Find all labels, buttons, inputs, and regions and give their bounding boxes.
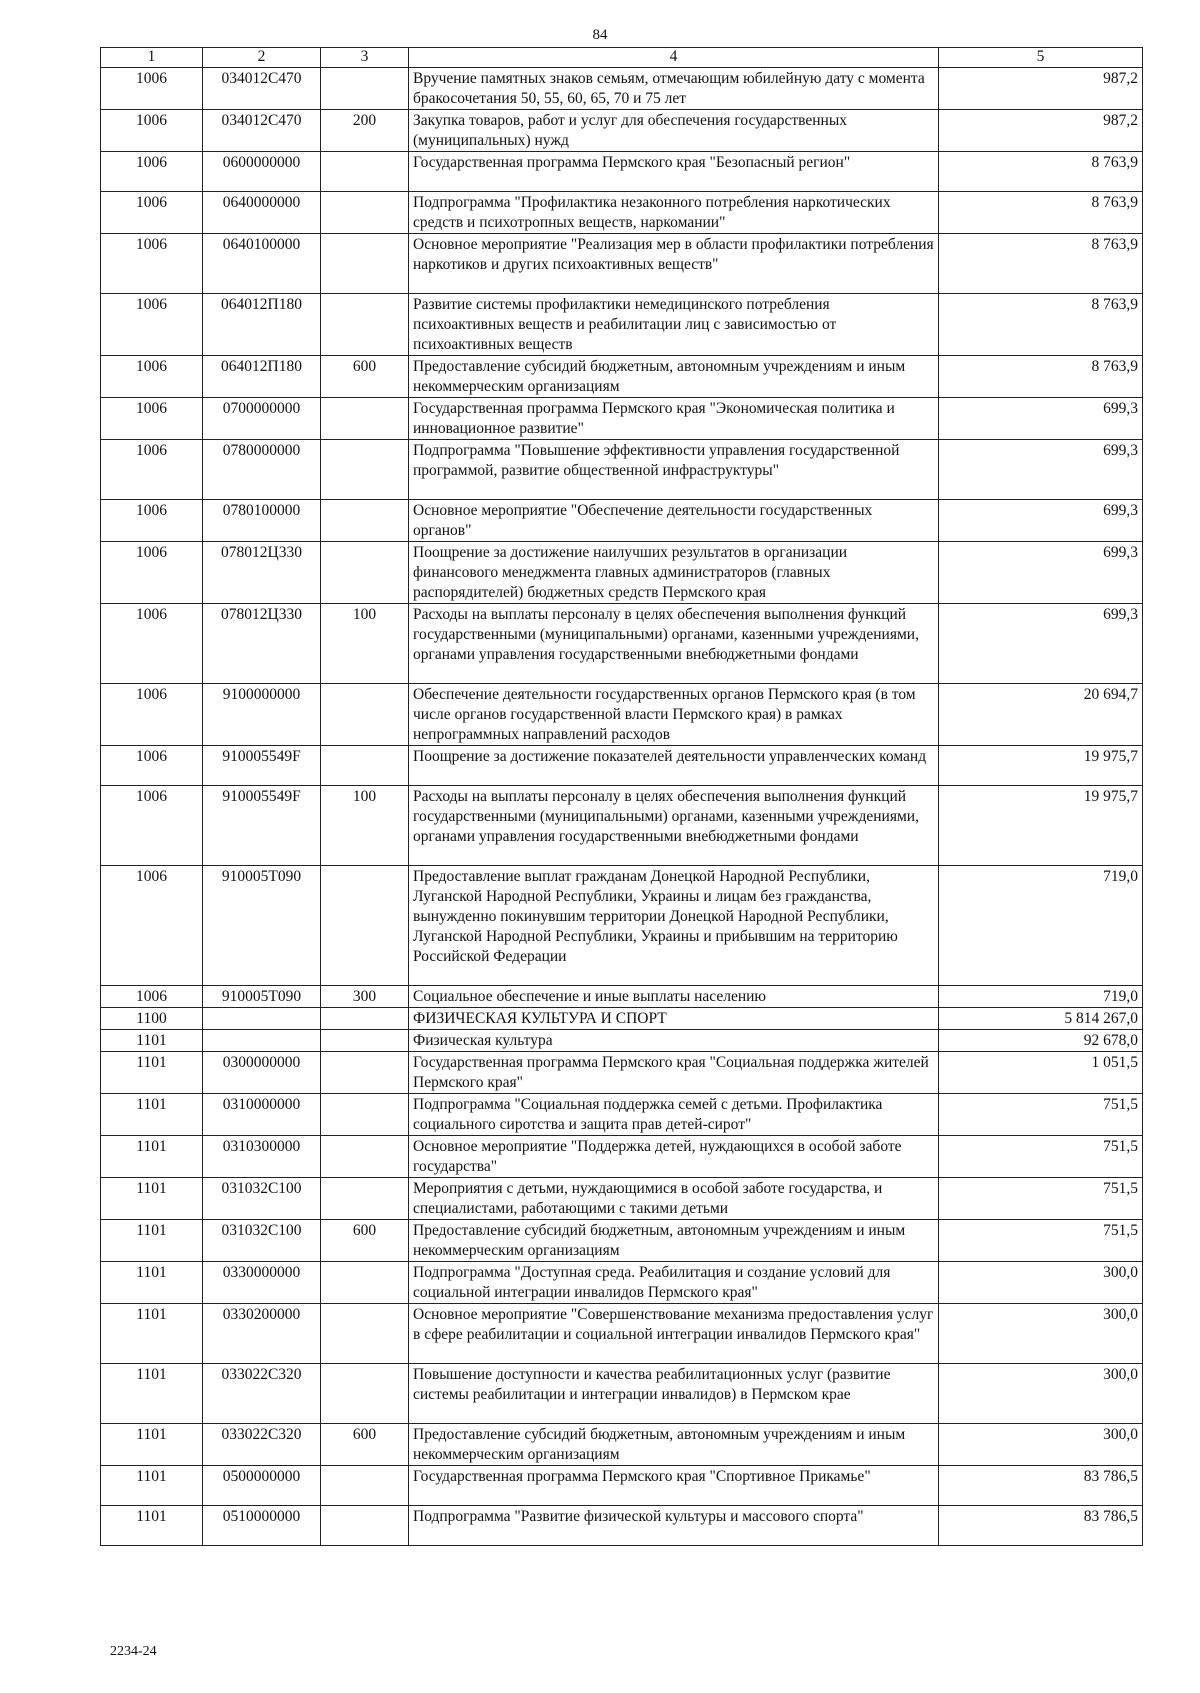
table-row xyxy=(101,746,1143,786)
footer-code: 2234-24 xyxy=(110,1644,157,1659)
row-type xyxy=(321,1466,409,1506)
row-type xyxy=(321,1506,409,1546)
row-type xyxy=(321,1094,409,1136)
row-type xyxy=(321,1136,409,1178)
row-name: Предоставление субсидий бюджетным, автономным учреждениям и иным некоммерческим организациям xyxy=(409,1424,939,1466)
row-code: 031032С100 xyxy=(203,1178,321,1220)
row-code: 078012Ц330 xyxy=(203,604,321,684)
row-code: 078012Ц330 xyxy=(203,542,321,604)
row-amount: 699,3 xyxy=(939,500,1143,542)
row-code: 064012П180 xyxy=(203,356,321,398)
row-code: 034012С470 xyxy=(203,68,321,110)
row-section: 1006 xyxy=(101,192,203,234)
table-row xyxy=(101,986,1143,1008)
table-row xyxy=(101,1136,1143,1178)
row-section: 1101 xyxy=(101,1220,203,1262)
row-code: 0780100000 xyxy=(203,500,321,542)
table-row xyxy=(101,294,1143,356)
table-row xyxy=(101,356,1143,398)
row-name: Основное мероприятие "Реализация мер в области профилактики потребления наркотиков и других психоактивных веществ" xyxy=(409,234,939,294)
row-code: 064012П180 xyxy=(203,294,321,356)
row-section: 1006 xyxy=(101,152,203,192)
table-row xyxy=(101,1220,1143,1262)
row-code: 031032С100 xyxy=(203,1220,321,1262)
row-section: 1101 xyxy=(101,1178,203,1220)
row-code: 910005549F xyxy=(203,786,321,866)
row-code xyxy=(203,1008,321,1030)
row-amount: 751,5 xyxy=(939,1178,1143,1220)
row-name: Физическая культура xyxy=(409,1030,939,1052)
row-amount: 19 975,7 xyxy=(939,746,1143,786)
row-code: 0330200000 xyxy=(203,1304,321,1364)
page-number: 84 xyxy=(592,27,608,43)
row-type xyxy=(321,294,409,356)
row-amount: 751,5 xyxy=(939,1136,1143,1178)
header-type: 3 xyxy=(321,48,409,68)
table-row xyxy=(101,786,1143,866)
row-section: 1006 xyxy=(101,786,203,866)
row-type xyxy=(321,440,409,500)
row-section: 1006 xyxy=(101,684,203,746)
row-amount: 20 694,7 xyxy=(939,684,1143,746)
row-section: 1006 xyxy=(101,440,203,500)
row-type xyxy=(321,866,409,986)
row-amount: 8 763,9 xyxy=(939,152,1143,192)
row-type xyxy=(321,1364,409,1424)
row-name: ФИЗИЧЕСКАЯ КУЛЬТУРА И СПОРТ xyxy=(409,1008,939,1030)
row-section: 1101 xyxy=(101,1304,203,1364)
row-section: 1101 xyxy=(101,1136,203,1178)
row-code: 033022С320 xyxy=(203,1364,321,1424)
row-code: 9100000000 xyxy=(203,684,321,746)
table-row xyxy=(101,866,1143,986)
row-amount: 699,3 xyxy=(939,542,1143,604)
row-type xyxy=(321,1262,409,1304)
row-amount: 300,0 xyxy=(939,1424,1143,1466)
row-name: Предоставление субсидий бюджетным, автономным учреждениям и иным некоммерческим организациям xyxy=(409,356,939,398)
table-row xyxy=(101,604,1143,684)
row-amount: 987,2 xyxy=(939,110,1143,152)
row-name: Государственная программа Пермского края "Безопасный регион" xyxy=(409,152,939,192)
row-name: Расходы на выплаты персоналу в целях обеспечения выполнения функций государственными (муниципальными) органами, казенными учреждениями, органами управления государственными внебюджетными фондами xyxy=(409,786,939,866)
table-row xyxy=(101,1178,1143,1220)
row-section: 1006 xyxy=(101,746,203,786)
row-amount: 300,0 xyxy=(939,1304,1143,1364)
table-row xyxy=(101,68,1143,110)
row-code: 033022С320 xyxy=(203,1424,321,1466)
row-name: Социальное обеспечение и иные выплаты населению xyxy=(409,986,939,1008)
row-section: 1101 xyxy=(101,1262,203,1304)
row-section: 1101 xyxy=(101,1030,203,1052)
row-code: 910005549F xyxy=(203,746,321,786)
row-name: Подпрограмма "Социальная поддержка семей с детьми. Профилактика социального сиротства и защита прав детей-сирот" xyxy=(409,1094,939,1136)
row-name: Расходы на выплаты персоналу в целях обеспечения выполнения функций государственными (муниципальными) органами, казенными учреждениями, органами управления государственными внебюджетными фондами xyxy=(409,604,939,684)
row-amount: 19 975,7 xyxy=(939,786,1143,866)
row-code: 910005Т090 xyxy=(203,866,321,986)
table-row xyxy=(101,152,1143,192)
row-type: 600 xyxy=(321,1220,409,1262)
row-code: 0330000000 xyxy=(203,1262,321,1304)
row-name: Обеспечение деятельности государственных органов Пермского края (в том числе органов государственной власти Пермского края) в рамках непрограммных направлений расходов xyxy=(409,684,939,746)
table-row xyxy=(101,1466,1143,1506)
table-row xyxy=(101,1008,1143,1030)
row-type xyxy=(321,1304,409,1364)
table-row xyxy=(101,1364,1143,1424)
row-code: 0700000000 xyxy=(203,398,321,440)
row-name: Основное мероприятие "Обеспечение деятельности государственных органов" xyxy=(409,500,939,542)
row-name: Повышение доступности и качества реабилитационных услуг (развитие системы реабилитации и интеграции инвалидов) в Пермском крае xyxy=(409,1364,939,1424)
row-type xyxy=(321,1178,409,1220)
row-name: Мероприятия с детьми, нуждающимися в особой заботе государства, и специалистами, работающими с такими детьми xyxy=(409,1178,939,1220)
table-row xyxy=(101,398,1143,440)
row-type xyxy=(321,500,409,542)
row-name: Подпрограмма "Профилактика незаконного потребления наркотических средств и психотропных веществ, наркомании" xyxy=(409,192,939,234)
row-amount: 92 678,0 xyxy=(939,1030,1143,1052)
row-code: 0640000000 xyxy=(203,192,321,234)
row-name: Поощрение за достижение показателей деятельности управленческих команд xyxy=(409,746,939,786)
row-type xyxy=(321,152,409,192)
table-row xyxy=(101,110,1143,152)
row-code: 0310000000 xyxy=(203,1094,321,1136)
row-type: 300 xyxy=(321,986,409,1008)
row-type xyxy=(321,234,409,294)
row-name: Вручение памятных знаков семьям, отмечающим юбилейную дату с момента бракосочетания 50, 55, 60, 65, 70 и 75 лет xyxy=(409,68,939,110)
row-amount: 8 763,9 xyxy=(939,234,1143,294)
table-row xyxy=(101,684,1143,746)
row-section: 1006 xyxy=(101,500,203,542)
row-amount: 8 763,9 xyxy=(939,192,1143,234)
row-section: 1006 xyxy=(101,866,203,986)
row-amount: 1 051,5 xyxy=(939,1052,1143,1094)
row-section: 1006 xyxy=(101,356,203,398)
row-type: 600 xyxy=(321,1424,409,1466)
row-type: 100 xyxy=(321,604,409,684)
row-section: 1006 xyxy=(101,604,203,684)
budget-table xyxy=(100,47,1143,1546)
table-row xyxy=(101,1052,1143,1094)
row-code: 034012С470 xyxy=(203,110,321,152)
row-type xyxy=(321,398,409,440)
table-row xyxy=(101,500,1143,542)
table-row xyxy=(101,440,1143,500)
row-code xyxy=(203,1030,321,1052)
row-code: 0600000000 xyxy=(203,152,321,192)
table-body xyxy=(101,68,1143,1546)
row-type xyxy=(321,1052,409,1094)
row-section: 1101 xyxy=(101,1052,203,1094)
row-section: 1101 xyxy=(101,1466,203,1506)
row-section: 1006 xyxy=(101,542,203,604)
header-amount: 5 xyxy=(939,48,1143,68)
table-row xyxy=(101,1304,1143,1364)
table-row xyxy=(101,1424,1143,1466)
row-amount: 699,3 xyxy=(939,398,1143,440)
table-row xyxy=(101,1506,1143,1546)
row-name: Подпрограмма "Развитие физической культуры и массового спорта" xyxy=(409,1506,939,1546)
row-type xyxy=(321,746,409,786)
row-type xyxy=(321,192,409,234)
row-amount: 719,0 xyxy=(939,866,1143,986)
row-code: 0310300000 xyxy=(203,1136,321,1178)
row-type: 100 xyxy=(321,786,409,866)
table-row xyxy=(101,1262,1143,1304)
row-type xyxy=(321,1030,409,1052)
row-code: 910005Т090 xyxy=(203,986,321,1008)
table-row xyxy=(101,1094,1143,1136)
row-name: Государственная программа Пермского края "Социальная поддержка жителей Пермского края" xyxy=(409,1052,939,1094)
row-type xyxy=(321,1008,409,1030)
header-code: 2 xyxy=(203,48,321,68)
row-type: 600 xyxy=(321,356,409,398)
row-code: 0640100000 xyxy=(203,234,321,294)
table-row xyxy=(101,1030,1143,1052)
row-code: 0780000000 xyxy=(203,440,321,500)
row-section: 1101 xyxy=(101,1424,203,1466)
row-name: Предоставление субсидий бюджетным, автономным учреждениям и иным некоммерческим организациям xyxy=(409,1220,939,1262)
header-section: 1 xyxy=(101,48,203,68)
row-amount: 83 786,5 xyxy=(939,1506,1143,1546)
row-name: Основное мероприятие "Совершенствование механизма предоставления услуг в сфере реабилитации и социальной интеграции инвалидов Пермского края" xyxy=(409,1304,939,1364)
row-amount: 8 763,9 xyxy=(939,356,1143,398)
row-name: Государственная программа Пермского края "Спортивное Прикамье" xyxy=(409,1466,939,1506)
row-section: 1101 xyxy=(101,1506,203,1546)
row-section: 1101 xyxy=(101,1364,203,1424)
row-name: Государственная программа Пермского края "Экономическая политика и инновационное развитие" xyxy=(409,398,939,440)
header-row xyxy=(101,48,1143,68)
row-amount: 8 763,9 xyxy=(939,294,1143,356)
row-type xyxy=(321,542,409,604)
table-row xyxy=(101,542,1143,604)
row-amount: 300,0 xyxy=(939,1364,1143,1424)
row-name: Подпрограмма "Повышение эффективности управления государственной программой, развитие общественной инфраструктуры" xyxy=(409,440,939,500)
row-name: Поощрение за достижение наилучших результатов в организации финансового менеджмента главных администраторов (главных распорядителей) бюджетных средств Пермского края xyxy=(409,542,939,604)
row-name: Развитие системы профилактики немедицинского потребления психоактивных веществ и реабилитации лиц с зависимостью от психоактивных веществ xyxy=(409,294,939,356)
row-section: 1006 xyxy=(101,110,203,152)
row-amount: 300,0 xyxy=(939,1262,1143,1304)
row-section: 1006 xyxy=(101,68,203,110)
row-amount: 699,3 xyxy=(939,440,1143,500)
row-amount: 699,3 xyxy=(939,604,1143,684)
row-code: 0300000000 xyxy=(203,1052,321,1094)
row-section: 1006 xyxy=(101,234,203,294)
row-section: 1006 xyxy=(101,986,203,1008)
row-type xyxy=(321,68,409,110)
row-name: Предоставление выплат гражданам Донецкой Народной Республики, Луганской Народной Республики, Украины и лицам без гражданства, вынужденно покинувшим территории Донецкой Народной Республики, Луганской Народной Республики, Украины и прибывшим на территорию Российской Федерации xyxy=(409,866,939,986)
row-amount: 83 786,5 xyxy=(939,1466,1143,1506)
row-section: 1006 xyxy=(101,398,203,440)
row-code: 0500000000 xyxy=(203,1466,321,1506)
row-type xyxy=(321,684,409,746)
table-header xyxy=(101,48,1143,68)
row-amount: 5 814 267,0 xyxy=(939,1008,1143,1030)
row-name: Основное мероприятие "Поддержка детей, нуждающихся в особой заботе государства" xyxy=(409,1136,939,1178)
row-section: 1006 xyxy=(101,294,203,356)
row-name: Закупка товаров, работ и услуг для обеспечения государственных (муниципальных) нужд xyxy=(409,110,939,152)
row-amount: 719,0 xyxy=(939,986,1143,1008)
row-amount: 987,2 xyxy=(939,68,1143,110)
row-amount: 751,5 xyxy=(939,1094,1143,1136)
row-name: Подпрограмма "Доступная среда. Реабилитация и создание условий для социальной интеграции инвалидов Пермского края" xyxy=(409,1262,939,1304)
row-section: 1101 xyxy=(101,1094,203,1136)
table-row xyxy=(101,234,1143,294)
row-type: 200 xyxy=(321,110,409,152)
row-code: 0510000000 xyxy=(203,1506,321,1546)
header-name: 4 xyxy=(409,48,939,68)
row-section: 1100 xyxy=(101,1008,203,1030)
table-row xyxy=(101,192,1143,234)
row-amount: 751,5 xyxy=(939,1220,1143,1262)
